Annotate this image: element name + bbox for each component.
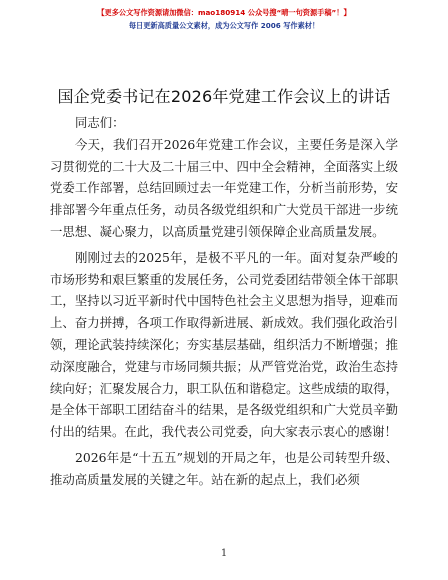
paragraph-opening: 今天，我们召开2026年党建工作会议，主要任务是深入学习贯彻党的二十大及二十届三中、四中全会精神，全面落实上级党委工作部署，总结回顾过去一年党建工作，分析当前形势，安排部署今年重点任务，动员各级党组织和广大党员干部进一步统一思想、凝心聚力，以高质量党建引领保障企业高质量发展。 [50,136,398,239]
paragraph-review-2025: 刚刚过去的2025年，是极不平凡的一年。面对复杂严峻的市场形势和艰巨繁重的发展任务，公司党委团结带领全体干部职工，坚持以习近平新时代中国特色社会主义思想为指导，迎难而上、奋力拼搏，各项工作取得新进展、新成效。我们强化政治引领，理论武装持续深化；夯实基层基础，组织活力不断增强；推动深度融合，党建与市场同频共振；从严管党治党，政治生态持续向好；汇聚发展合力，职工队伍和谐稳定。这些成绩的取得，是全体干部职工团结奋斗的结果，是各级党组织和广大党员辛勤付出的结果。在此，我代表公司党委，向大家表示衷心的感谢！ [50,249,398,440]
paragraph-outlook-2026: 2026年是“十五五”规划的开局之年，也是公司转型升级、推动高质量发展的关键之年。站在新的起点上，我们必须 [50,449,398,487]
promo-banner-line-1: 【更多公文写作资源请加微信：mao180914 公众号搜“晴一句资源手稿”！】 [97,8,351,17]
promo-banner-line-2: 每日更新高质量公文素材，成为公文写作 2006 写作素材！ [128,21,320,30]
salutation: 同志们： [75,115,125,130]
page-number: 1 [220,548,228,559]
promo-banner [0,6,448,32]
document-body [50,112,398,495]
document-title: 国企党委书记在2026年党建工作会议上的讲话 [57,87,391,106]
